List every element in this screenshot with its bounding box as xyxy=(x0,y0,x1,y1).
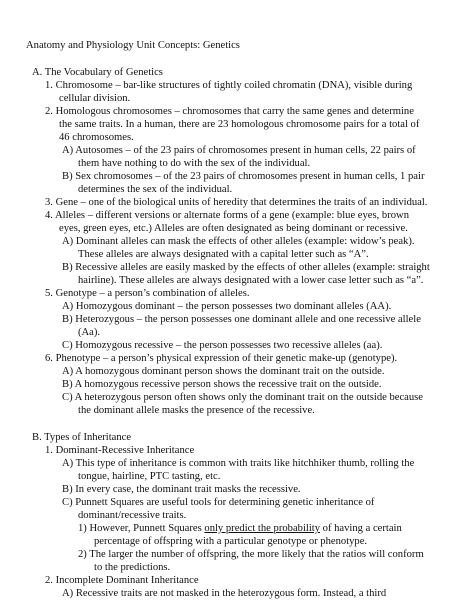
list-item: 6. Phenotype – a person’s physical expression of their genetic make-up (genotype). xyxy=(45,353,398,364)
sub-item-continuation: the dominant allele masks the presence of the recessive. xyxy=(78,405,315,416)
sub-sub-item: 2) The larger the number of offspring, the more likely that the ratios will conform xyxy=(78,549,424,560)
list-item: 5. Genotype – a person’s combination of alleles. xyxy=(45,288,250,299)
sub-item-continuation: tongue, hairline, PTC tasting, etc. xyxy=(78,471,221,482)
list-item-continuation: eyes, green eyes, etc.) Alleles are often designated as being dominant or recessive. xyxy=(59,223,408,234)
sub-item-continuation: These alleles are always designated with a capital letter such as “A”. xyxy=(78,249,369,260)
sub-sub-item-continuation: to the predictions. xyxy=(94,562,171,573)
sub-item: C) A heterozygous person often shows only the dominant trait on the outside because xyxy=(62,392,423,403)
list-item: 2. Incomplete Dominant Inheritance xyxy=(45,575,199,586)
sub-item: A) Recessive traits are not masked in the heterozygous form. Instead, a third xyxy=(62,588,387,599)
sub-item: C) Punnett Squares are useful tools for determining genetic inheritance of xyxy=(62,497,375,508)
sub-item-continuation: dominant/recessive traits. xyxy=(78,510,187,521)
sub-item-continuation: hairline). These alleles are always designated with a lower case letter such as “a”. xyxy=(78,275,424,286)
sub-item: C) Homozygous recessive – the person possesses two recessive alleles (aa). xyxy=(62,340,383,351)
sub-item: A) Dominant alleles can mask the effects of other alleles (example: widow’s peak). xyxy=(62,236,415,247)
document-title: Anatomy and Physiology Unit Concepts: Genetics xyxy=(26,40,240,51)
sub-item-continuation: (Aa). xyxy=(78,327,101,338)
sub-item: B) A homozygous recessive person shows the recessive trait on the outside. xyxy=(62,379,382,390)
sub-sub-item xyxy=(78,523,402,536)
sub-item: B) Heterozygous – the person possesses one dominant allele and one recessive allele xyxy=(62,314,421,325)
sub-item: A) This type of inheritance is common with traits like hitchhiker thumb, rolling the xyxy=(62,458,415,469)
text-run: of having a certain xyxy=(320,523,402,534)
list-item-continuation: cellular division. xyxy=(59,93,131,104)
list-item: 4. Alleles – different versions or alternate forms of a gene (example: blue eyes, brown xyxy=(45,210,409,221)
text-run: 1) However, Punnett Squares xyxy=(78,523,205,534)
list-item: 1. Chromosome – bar-like structures of tightly coiled chromatin (DNA), visible during xyxy=(45,80,413,91)
sub-item: A) A homozygous dominant person shows the dominant trait on the outside. xyxy=(62,366,385,377)
section-heading: B. Types of Inheritance xyxy=(32,432,132,443)
list-item: 1. Dominant-Recessive Inheritance xyxy=(45,445,195,456)
sub-item: B) Recessive alleles are easily masked by the effects of other alleles (example: straight xyxy=(62,262,430,273)
sub-sub-item-continuation: percentage of offspring with a particular genotype or phenotype. xyxy=(94,536,368,547)
sub-item: B) Sex chromosomes – of the 23 pairs of chromosomes present in human cells, 1 pair xyxy=(62,171,425,182)
sub-item: B) In every case, the dominant trait masks the recessive. xyxy=(62,484,301,495)
sub-item: A) Autosomes – of the 23 pairs of chromosomes present in human cells, 22 pairs of xyxy=(62,145,416,156)
section-heading: A. The Vocabulary of Genetics xyxy=(32,67,163,78)
list-item-continuation: the same traits. In a human, there are 23 homologous chromosome pairs for a total of xyxy=(59,119,420,130)
sub-item: A) Homozygous dominant – the person possesses two dominant alleles (AA). xyxy=(62,301,392,312)
list-item: 2. Homologous chromosomes – chromosomes that carry the same genes and determine xyxy=(45,106,414,117)
list-item-continuation: 46 chromosomes. xyxy=(59,132,134,143)
underlined-phrase: only predict the probability xyxy=(204,523,321,534)
sub-item-continuation: determines the sex of the individual. xyxy=(78,184,233,195)
sub-item-continuation: them have nothing to do with the sex of the individual. xyxy=(78,158,311,169)
list-item: 3. Gene – one of the biological units of heredity that determines the traits of an individual. xyxy=(45,197,428,208)
